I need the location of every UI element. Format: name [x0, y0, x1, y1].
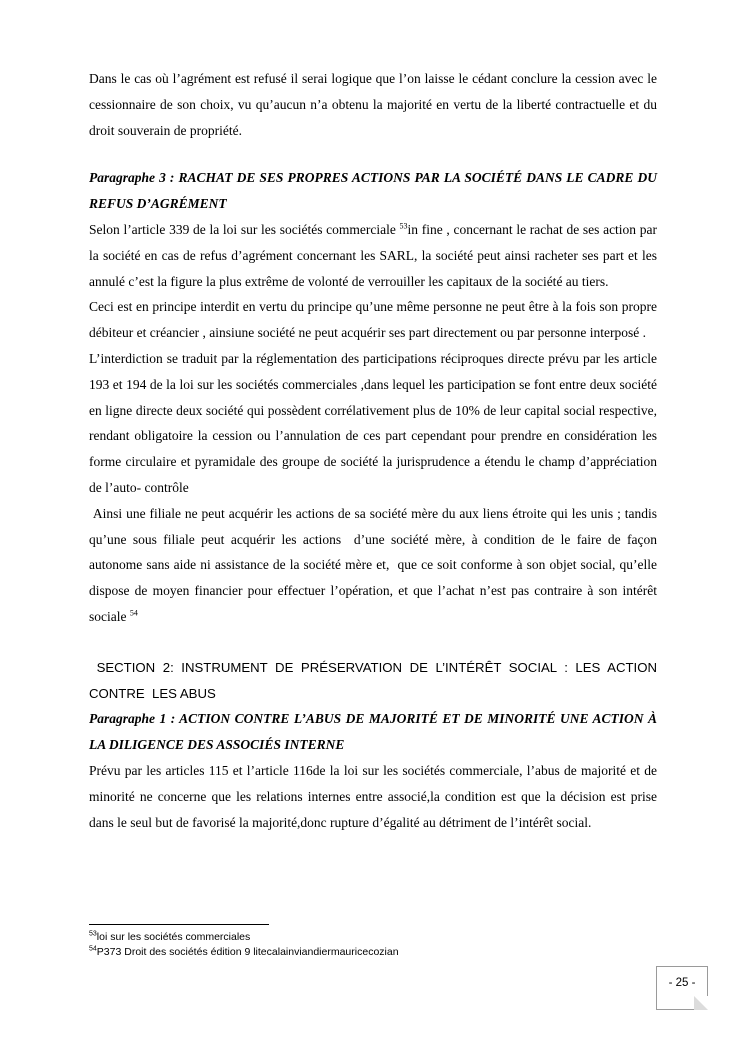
footnote-ref-54[interactable]: 54 [129, 608, 138, 618]
intro-paragraph: Dans le cas où l’agrément est refusé il serai logique que l’on laisse le cédant conclure la cession avec le cessionnaire de son choix, vu qu’aucun n’a obtenu la majorité en vertu de la liberté contractuelle et du droit souverain de propriété. [89, 71, 657, 138]
page-number-label: - 25 - [668, 977, 696, 989]
footnote-54: $^{54}$P373 Droit des sociétés édition 9 litecalainviandiermauricecozian [89, 945, 399, 958]
footnotes [89, 924, 657, 960]
footnote-separator [89, 924, 269, 925]
document-body [89, 66, 661, 835]
paragraph-3-text-1: Selon l’article 339 de la loi sur les sociétés commerciale $^{53}$in fine , concernant le rachat de ses action par la société en cas de refus d’agrément concernant les SARL, la société peut ainsi racheter ses part et les annulé c’est la figure la plus extrême de volonté de verrouiller les capitaux de la société au tiers. [89, 221, 657, 289]
section-2-title: SECTION 2: INSTRUMENT DE PRÉSERVATION DE L’INTÉRÊT SOCIAL : LES ACTION CONTRE LES ABUS [89, 659, 661, 701]
paragraph-3-text-4: Ainsi une filiale ne peut acquérir les actions de sa société mère du aux liens étroite qui les unis ; tandis qu’une sous filiale peut acquérir les actions d’une société mère, à condition de le faire de façon autonome sans aide ni assistance de la société mère et, que ce soit conforme à son objet social, qu’elle dispose de moyen financier pour effectuer l’opération, et que l’achat n’est pas contraire à son intérêt sociale $^{54}$ [89, 505, 661, 624]
paragraph-3-text-2: Ceci est en principe interdit en vertu du principe qu’une même personne ne peut être à la fois son propre débiteur et créancier , ainsiune société ne peut acquérir ses part directement ou par personne interposé . [89, 299, 657, 341]
page-number [656, 966, 708, 1010]
paragraph-3-title: Paragraphe 3 : RACHAT DE SES PROPRES ACTIONS PAR LA SOCIÉTÉ DANS LE CADRE DU REFUS D’AGRÉMENT [89, 170, 657, 212]
page-curl-shadow [694, 996, 708, 1010]
footnote-53: $^{53}$loi sur les sociétés commerciales [89, 930, 251, 943]
paragraph-1-text: Prévu par les articles 115 et l’article 116de la loi sur les sociétés commerciale, l’abus de majorité et de minorité ne concerne que les relations internes entre associé,la condition est que la décision est prise dans le seul but de favorisé la majorité,donc rupture d’égalité au détriment de l’intérêt social. [89, 762, 657, 830]
footnote-ref-53[interactable]: 53 [399, 221, 408, 231]
paragraph-3-text-3: L’interdiction se traduit par la réglementation des participations réciproques directe prévu par les article 193 et 194 de la loi sur les sociétés commerciales ,dans lequel les participation se font entre deux société en ligne directe deux société qui possèdent corrélativement plus de 10% de leur capital social respective, rendant obligatoire la cession ou l’annulation de ces part cependant pour prendre en considération les forme circulaire et pyramidale des groupe de société la jurisprudence a étendu le champ d’appréciation de l’auto- contrôle [89, 350, 657, 495]
paragraph-1-title: Paragraphe 1 : ACTION CONTRE L’ABUS DE MAJORITÉ ET DE MINORITÉ UNE ACTION À LA DILIGENCE DES ASSOCIÉS INTERNE [89, 711, 657, 753]
